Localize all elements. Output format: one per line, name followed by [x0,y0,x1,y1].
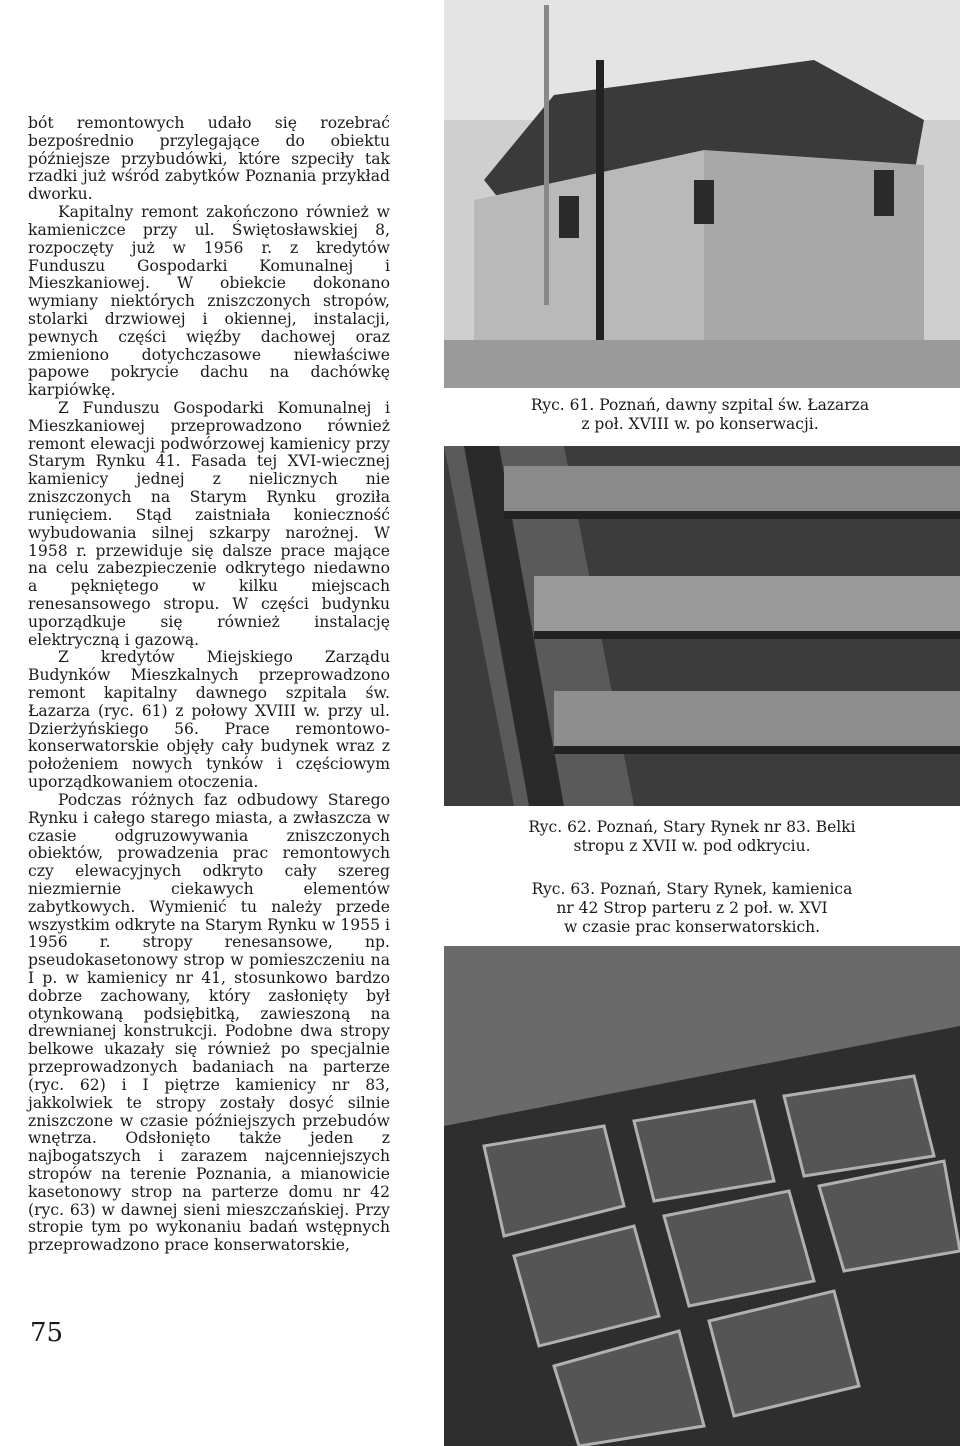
caption-ryc63: Ryc. 63. Poznań, Stary Rynek, kamienica nr 42 Strop parteru z 2 poł. w. XVI w czasie prac konserwatorskich. [531,880,853,936]
page-number: 75 [30,1318,64,1348]
photo-ryc61-hospital-building [444,0,960,388]
paragraph: Z kredytów Miejskiego Zarządu Budynków Mieszkalnych przeprowadzono remont kapitalny dawnego szpitala św. Łazarza (ryc. 61) z połowy XVIII w. przy ul. Dzierżyńskiego 56. Prace remontowo-konserwatorskie objęły cały budynek wraz z położeniem nowych tynków i częściowym uporządkowaniem otoczenia. [28,648,390,792]
caption-ryc62: Ryc. 62. Poznań, Stary Rynek nr 83. Belki stropu z XVII w. pod odkryciu. [528,818,856,855]
photo-ryc62-ceiling-beams [444,446,960,806]
caption-ryc61: Ryc. 61. Poznań, dawny szpital św. Łazarza z poł. XVIII w. po konserwacji. [530,396,870,433]
paragraph: Podczas różnych faz odbudowy Starego Rynku i całego starego miasta, a zwłaszcza w czasie odgruzowywania zniszczonych obiektów, prowadzenia prac remontowych czy elewacyjnych odkryto cały szereg niezmiernie ciekawych elementów zabytkowych. Wymienić tu należy przede wszystkim odkryte na Starym Rynku w 1955 i 1956 r. stropy renesansowe, np. pseudokasetonowy strop w pomieszczeniu na I p. w kamienicy nr 41, stosunkowo bardzo dobrze zachowany, który zasłonięty był otynkowaną podsiębitką, zawieszoną na drewnianej konstrukcji. Podobne dwa stropy belkowe ukazały się również po specjalnie przeprowadzonych badaniach na parterze (ryc. 62) i I piętrze kamienicy nr 83, jakkolwiek te stropy zostały dosyć silnie zniszczone w czasie późniejszych przebudów wnętrza. Odsłonięto także jeden z najbogatszych i zarazem najcenniejszych stropów na terenie Poznania, a mianowicie kasetonowy strop na parterze domu nr 42 (ryc. 63) w dawnej sieni mieszczańskiej. Przy stropie tym po wykonaniu badań wstępnych przeprowadzono prace konserwatorskie, [28,790,390,1255]
body-text-column [28,115,390,1255]
paragraph: Kapitalny remont zakończono również w kamieniczce przy ul. Świętosławskiej 8, rozpoczęty już w 1956 r. z kredytów Funduszu Gospodarki Komunalnej i Mieszkaniowej. W obiekcie dokonano wymiany niektórych zniszczonych stropów, stolarki drzwiowej i okiennej, instalacji, pewnych części więźby dachowej oraz zmieniono dotychczasowe niewłaściwe papowe pokrycie dachu na dachówkę karpiówkę. [28,203,390,400]
paragraph: Z Funduszu Gospodarki Komunalnej i Mieszkaniowej przeprowadzono również remont elewacji podwórzowej kamienicy przy Starym Rynku 41. Fasada tej XVI-wiecznej kamienicy jednej z nielicznych nie zniszczonych na Starym Rynku groziła runięciem. Stąd zaistniała konieczność wybudowania silnej szkarpy narożnej. W 1958 r. przewiduje się dalsze prace mające na celu zabezpieczenie odkrytego niedawno a pękniętego w kilku miejscach renesansowego stropu. W części budynku uporządkuje się również instalację elektryczną i gazową. [28,399,390,649]
paragraph: bót remontowych udało się rozebrać bezpośrednio przylegające do obiektu późniejsze przybudówki, które szpeciły tak rzadki już wśród zabytków Poznania przykład dworku. [28,114,390,204]
photo-ryc63-coffered-ceiling [444,946,960,1446]
